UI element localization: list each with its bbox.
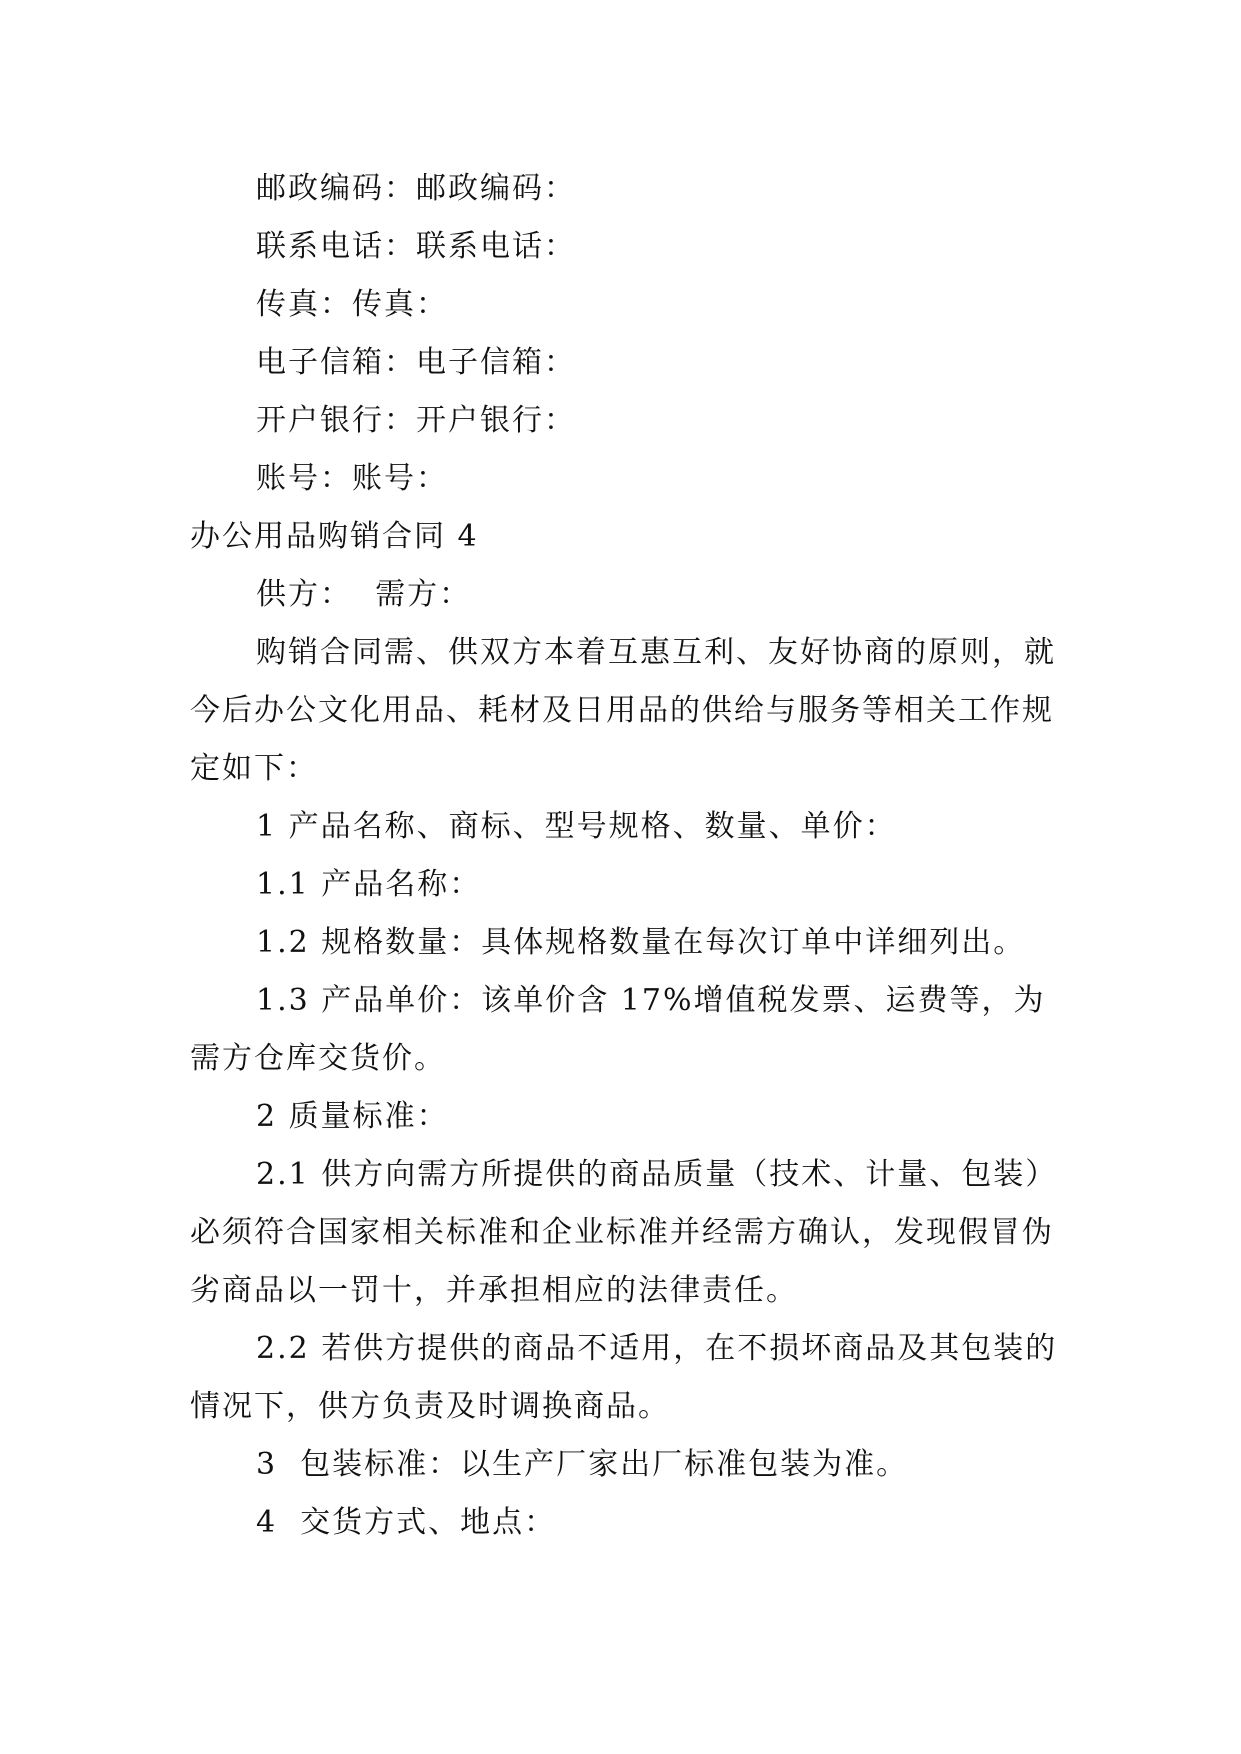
account-line: 账号：账号：	[256, 461, 448, 496]
email-line: 电子信箱：电子信箱：	[256, 345, 576, 380]
clause-1-3: 1.3 产品单价：该单价含 17%增值税发票、运费等，为需方仓库交货价。	[190, 983, 1046, 1076]
section-4-heading: 4 交货方式、地点：	[256, 1505, 557, 1540]
section-3-heading: 3 包装标准：以生产厂家出厂标准包装为准。	[256, 1447, 909, 1482]
fax-line: 传真：传真：	[256, 287, 448, 322]
document-body	[190, 160, 1070, 1552]
section-1-heading: 1 产品名称、商标、型号规格、数量、单价：	[256, 809, 897, 844]
clause-2-2: 2.2 若供方提供的商品不适用，在不损坏商品及其包装的情况下，供方负责及时调换商品。	[190, 1331, 1058, 1424]
postal-code-line: 邮政编码：邮政编码：	[256, 171, 576, 206]
intro-paragraph: 购销合同需、供双方本着互惠互利、友好协商的原则，就今后办公文化用品、耗材及日用品的供给与服务等相关工作规定如下：	[190, 635, 1056, 786]
section-2-heading: 2 质量标准：	[256, 1099, 449, 1134]
clause-1-1: 1.1 产品名称：	[256, 867, 482, 902]
clause-1-2: 1.2 规格数量：具体规格数量在每次订单中详细列出。	[256, 925, 1026, 960]
bank-line: 开户银行：开户银行：	[256, 403, 576, 438]
contract-title: 办公用品购销合同 4	[190, 519, 479, 554]
parties-line: 供方： 需方：	[256, 577, 472, 612]
phone-line: 联系电话：联系电话：	[256, 229, 576, 264]
clause-2-1: 2.1 供方向需方所提供的商品质量（技术、计量、包装）必须符合国家相关标准和企业标准并经需方确认，发现假冒伪劣商品以一罚十，并承担相应的法律责任。	[190, 1157, 1058, 1308]
